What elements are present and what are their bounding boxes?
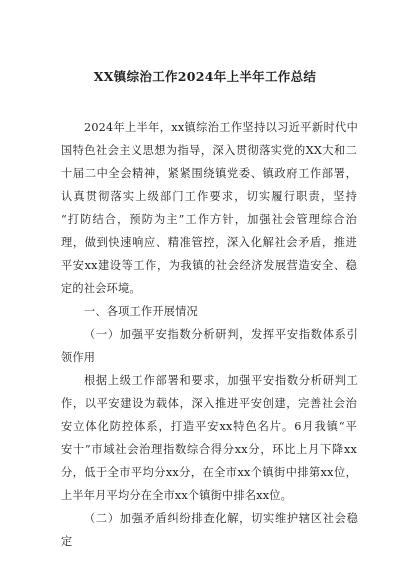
paragraph-line: 分，低于全市平均分xx分，在全市xx个镇街中排第xx位， [61,466,357,479]
paragraph-line: 上半年月平均分在全市xx个镇街中排名xx位。 [61,489,293,502]
subsection-heading-cont: 定 [61,535,73,548]
paragraph-line: 安立体化防控体系，打造平安xx特色名片。6月我镇“平 [61,420,357,433]
paragraph-line: 理，做到快速响应、精准管控，深入化解社会矛盾，推进 [61,236,357,249]
subsection-heading: （一）加强平安指数分析研判，发挥平安指数体系引 [84,328,358,341]
paragraph-line: 国特色社会主义思想为指导，深入贯彻落实党的XX大和二 [61,144,357,157]
paragraph-line: 认真贯彻落实上级部门工作要求，切实履行职责，坚持 [61,190,357,203]
paragraph-line: “打防结合，预防为主”工作方针，加强社会管理综合治 [61,213,357,226]
paragraph-line: 安十”市域社会治理指数综合得分xx分，环比上月下降xx [61,443,357,456]
paragraph-line: 十届二中全会精神，紧紧围绕镇党委、镇政府工作部署， [61,167,357,180]
section-heading: 一、各项工作开展情况 [84,305,198,318]
subsection-heading: （二）加强矛盾纠纷排查化解，切实维护辖区社会稳 [84,512,358,525]
paragraph-line: 定的社会环境。 [61,282,141,295]
document-title: XX镇综治工作2024年上半年工作总结 [93,69,317,84]
paragraph-line: 根据上级工作部署和要求，加强平安指数分析研判工 [84,374,358,387]
paragraph-line: 作，以平安建设为载体，深入推进平安创建，完善社会治 [61,397,357,410]
subsection-heading-cont: 领作用 [61,351,96,364]
paragraph-line: 平安xx建设等工作，为我镇的社会经济发展营造安全、稳 [61,259,357,272]
paragraph-line: 2024年上半年，xx镇综治工作坚持以习近平新时代中 [84,121,358,134]
